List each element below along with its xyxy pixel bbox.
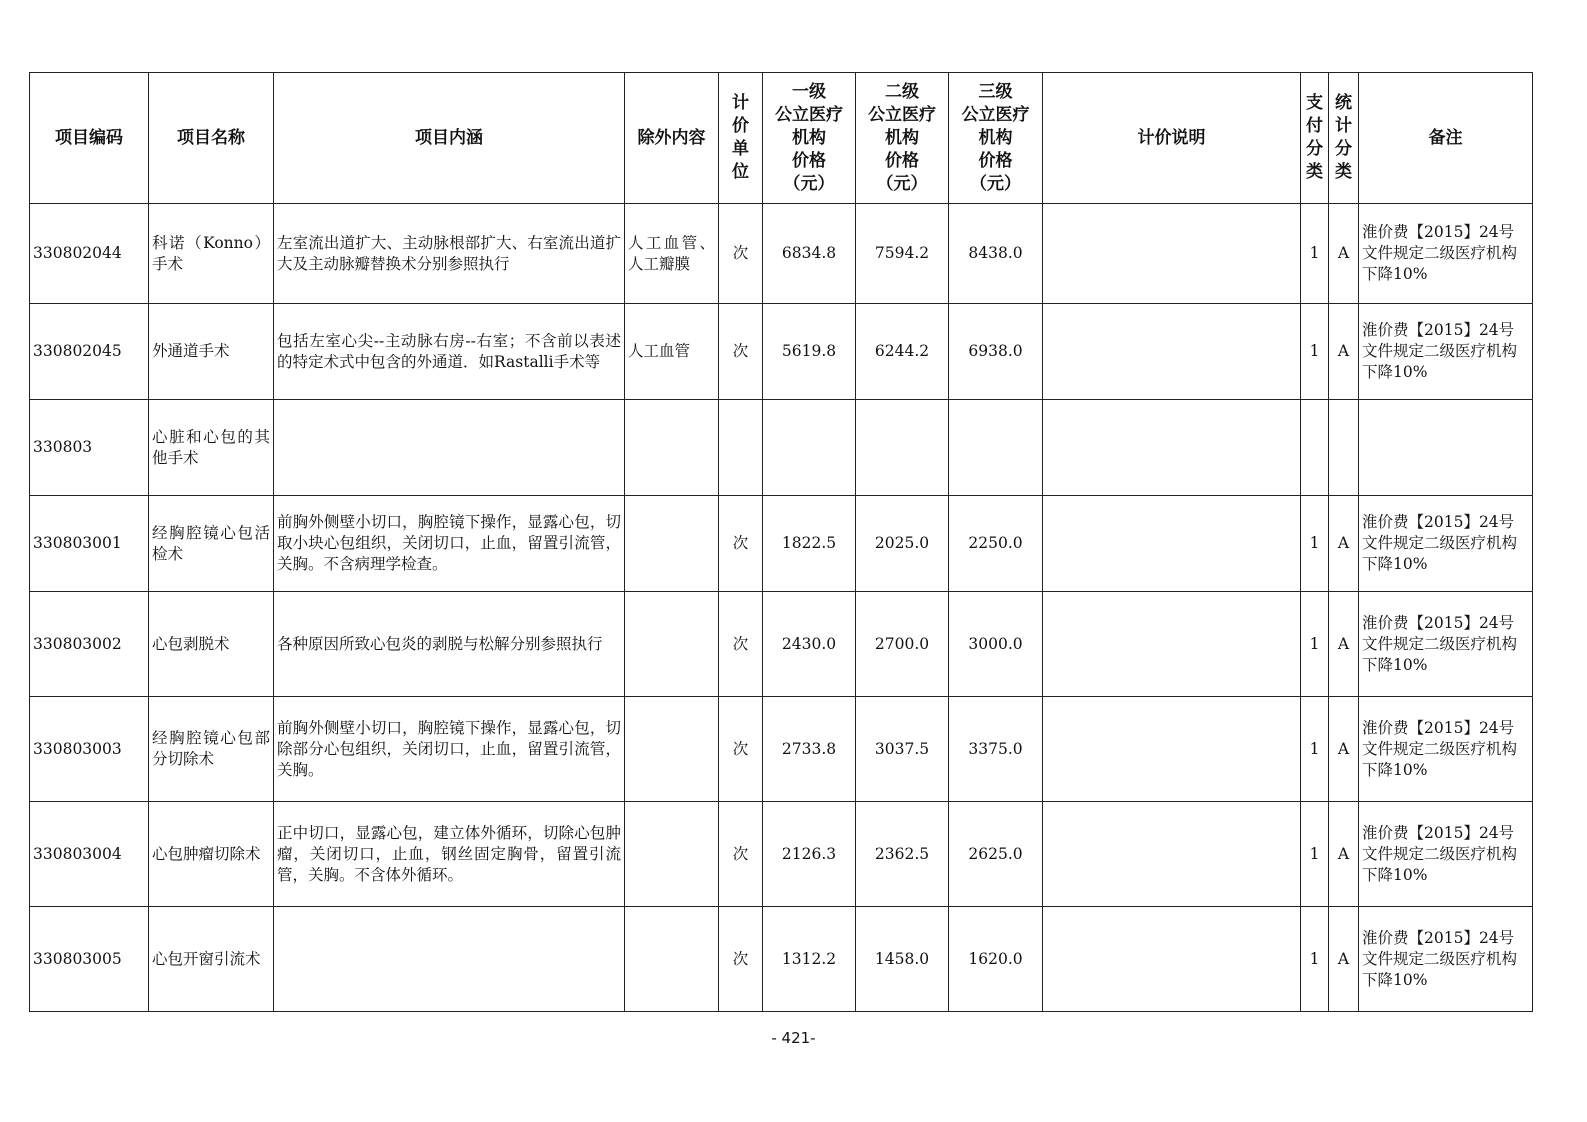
header-unit: 计 价 单 位 (719, 73, 763, 204)
cell-unit: 次 (719, 802, 763, 907)
header-pricing-note: 计价说明 (1043, 73, 1301, 204)
cell-exclude (625, 592, 719, 697)
cell-name: 心包肿瘤切除术 (149, 802, 274, 907)
cell-price-level2: 2362.5 (856, 802, 949, 907)
cell-remark: 淮价费【2015】24号文件规定二级医疗机构下降10% (1359, 304, 1533, 400)
table-row (30, 304, 1533, 400)
header-row (30, 73, 1533, 204)
cell-price-level3: 8438.0 (949, 204, 1043, 304)
cell-stat-class: A (1329, 697, 1359, 802)
cell-pay-class: 1 (1301, 697, 1329, 802)
cell-remark: 淮价费【2015】24号文件规定二级医疗机构下降10% (1359, 204, 1533, 304)
cell-price-level1: 1822.5 (763, 496, 856, 592)
cell-name: 经胸腔镜心包部分切除术 (149, 697, 274, 802)
cell-code: 330802044 (30, 204, 149, 304)
cell-pay-class: 1 (1301, 204, 1329, 304)
cell-content: 前胸外侧壁小切口，胸腔镜下操作，显露心包，切除部分心包组织，关闭切口，止血，留置引流管，关胸。 (274, 697, 625, 802)
cell-code: 330802045 (30, 304, 149, 400)
cell-stat-class (1329, 400, 1359, 496)
cell-content: 前胸外侧壁小切口，胸腔镜下操作，显露心包，切取小块心包组织，关闭切口，止血，留置引流管，关胸。不含病理学检查。 (274, 496, 625, 592)
header-price-level1: 一级 公立医疗 机构 价格 （元） (763, 73, 856, 204)
cell-content: 包括左室心尖--主动脉右房--右室；不含前以表述的特定术式中包含的外通道．如Rastalli手术等 (274, 304, 625, 400)
header-name: 项目名称 (149, 73, 274, 204)
header-stat-class: 统 计 分 类 (1329, 73, 1359, 204)
cell-pricing-note (1043, 400, 1301, 496)
cell-unit: 次 (719, 592, 763, 697)
cell-code: 330803003 (30, 697, 149, 802)
cell-pricing-note (1043, 304, 1301, 400)
cell-price-level1: 2733.8 (763, 697, 856, 802)
cell-pricing-note (1043, 592, 1301, 697)
header-price-level2: 二级 公立医疗 机构 价格 （元） (856, 73, 949, 204)
table-row (30, 400, 1533, 496)
cell-pricing-note (1043, 496, 1301, 592)
cell-content (274, 400, 625, 496)
cell-code: 330803 (30, 400, 149, 496)
cell-name: 科诺（Konno）手术 (149, 204, 274, 304)
cell-unit: 次 (719, 304, 763, 400)
cell-price-level2: 7594.2 (856, 204, 949, 304)
cell-pay-class: 1 (1301, 304, 1329, 400)
cell-exclude: 人工血管、人工瓣膜 (625, 204, 719, 304)
header-pay-class: 支 付 分 类 (1301, 73, 1329, 204)
cell-pay-class (1301, 400, 1329, 496)
cell-name: 经胸腔镜心包活检术 (149, 496, 274, 592)
cell-content: 左室流出道扩大、主动脉根部扩大、右室流出道扩大及主动脉瓣替换术分别参照执行 (274, 204, 625, 304)
cell-remark: 淮价费【2015】24号文件规定二级医疗机构下降10% (1359, 802, 1533, 907)
cell-price-level2 (856, 400, 949, 496)
cell-unit: 次 (719, 907, 763, 1012)
cell-pay-class: 1 (1301, 496, 1329, 592)
table-row (30, 592, 1533, 697)
cell-unit: 次 (719, 697, 763, 802)
cell-price-level1: 1312.2 (763, 907, 856, 1012)
cell-content: 各种原因所致心包炎的剥脱与松解分别参照执行 (274, 592, 625, 697)
header-content: 项目内涵 (274, 73, 625, 204)
cell-content: 正中切口，显露心包，建立体外循环，切除心包肿瘤，关闭切口，止血，钢丝固定胸骨，留置引流管，关胸。不含体外循环。 (274, 802, 625, 907)
cell-stat-class: A (1329, 204, 1359, 304)
cell-code: 330803004 (30, 802, 149, 907)
cell-pricing-note (1043, 204, 1301, 304)
header-code: 项目编码 (30, 73, 149, 204)
cell-price-level1: 6834.8 (763, 204, 856, 304)
cell-price-level2: 1458.0 (856, 907, 949, 1012)
cell-price-level2: 2025.0 (856, 496, 949, 592)
cell-remark (1359, 400, 1533, 496)
cell-name: 外通道手术 (149, 304, 274, 400)
table-row (30, 204, 1533, 304)
table-row (30, 802, 1533, 907)
cell-pay-class: 1 (1301, 802, 1329, 907)
cell-price-level1: 2126.3 (763, 802, 856, 907)
cell-price-level3: 2250.0 (949, 496, 1043, 592)
price-table (29, 72, 1533, 1012)
cell-stat-class: A (1329, 907, 1359, 1012)
cell-price-level3: 2625.0 (949, 802, 1043, 907)
cell-unit: 次 (719, 496, 763, 592)
cell-pay-class: 1 (1301, 592, 1329, 697)
cell-price-level2: 3037.5 (856, 697, 949, 802)
header-exclude: 除外内容 (625, 73, 719, 204)
cell-price-level3: 3375.0 (949, 697, 1043, 802)
cell-remark: 淮价费【2015】24号文件规定二级医疗机构下降10% (1359, 697, 1533, 802)
cell-name: 心包开窗引流术 (149, 907, 274, 1012)
cell-price-level2: 6244.2 (856, 304, 949, 400)
cell-price-level3: 1620.0 (949, 907, 1043, 1012)
cell-unit: 次 (719, 204, 763, 304)
cell-code: 330803001 (30, 496, 149, 592)
cell-exclude (625, 802, 719, 907)
cell-pricing-note (1043, 802, 1301, 907)
cell-exclude (625, 496, 719, 592)
cell-name: 心脏和心包的其他手术 (149, 400, 274, 496)
cell-stat-class: A (1329, 592, 1359, 697)
cell-price-level1 (763, 400, 856, 496)
cell-pricing-note (1043, 697, 1301, 802)
cell-price-level3: 6938.0 (949, 304, 1043, 400)
cell-content (274, 907, 625, 1012)
cell-price-level3 (949, 400, 1043, 496)
table-row (30, 697, 1533, 802)
cell-name: 心包剥脱术 (149, 592, 274, 697)
cell-remark: 淮价费【2015】24号文件规定二级医疗机构下降10% (1359, 496, 1533, 592)
cell-price-level2: 2700.0 (856, 592, 949, 697)
table-row (30, 496, 1533, 592)
header-remark: 备注 (1359, 73, 1533, 204)
cell-stat-class: A (1329, 496, 1359, 592)
cell-remark: 淮价费【2015】24号文件规定二级医疗机构下降10% (1359, 907, 1533, 1012)
cell-pay-class: 1 (1301, 907, 1329, 1012)
cell-exclude (625, 400, 719, 496)
page-number: - 421- (771, 1029, 816, 1047)
cell-price-level3: 3000.0 (949, 592, 1043, 697)
cell-exclude (625, 697, 719, 802)
cell-price-level1: 2430.0 (763, 592, 856, 697)
header-price-level3: 三级 公立医疗 机构 价格 （元） (949, 73, 1043, 204)
cell-exclude: 人工血管 (625, 304, 719, 400)
cell-unit (719, 400, 763, 496)
cell-stat-class: A (1329, 304, 1359, 400)
table-row (30, 907, 1533, 1012)
cell-remark: 淮价费【2015】24号文件规定二级医疗机构下降10% (1359, 592, 1533, 697)
cell-price-level1: 5619.8 (763, 304, 856, 400)
cell-stat-class: A (1329, 802, 1359, 907)
cell-code: 330803005 (30, 907, 149, 1012)
cell-code: 330803002 (30, 592, 149, 697)
cell-exclude (625, 907, 719, 1012)
cell-pricing-note (1043, 907, 1301, 1012)
